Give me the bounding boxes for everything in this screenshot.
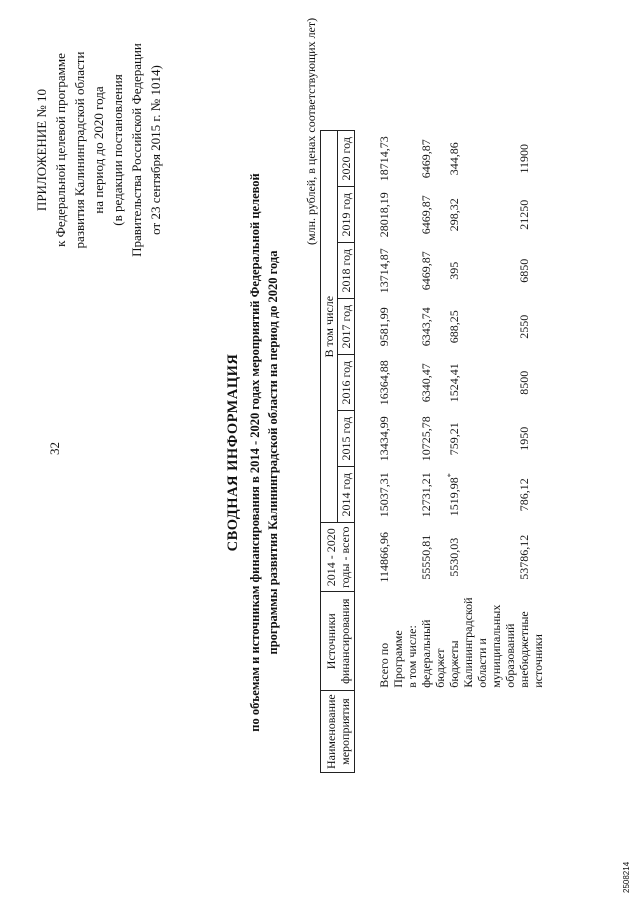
units-note: (млн. рублей, в ценах соответствующих лет): [304, 17, 318, 245]
cell-value: 12731,21: [419, 472, 433, 518]
cell-value: 9581,99: [377, 307, 391, 347]
cell-value: 28018,19: [377, 192, 391, 238]
cell-value: 344,86: [447, 142, 461, 176]
cell-value: 759,21: [447, 422, 461, 456]
table-row-extrabudgetary: [517, 131, 545, 773]
cell-value: 2550: [517, 314, 531, 339]
table-row-total: [377, 131, 405, 773]
document-title: [225, 0, 282, 905]
footnote-mark: *: [446, 473, 455, 478]
cell-value: 6340,47: [419, 363, 433, 403]
table-row-regional: [447, 131, 517, 773]
table-row-including: [405, 131, 419, 773]
cell-value: 6469,87: [419, 139, 433, 179]
funding-table: [320, 130, 545, 773]
header-year: 2015 год: [338, 411, 355, 467]
cell-value: 11900: [517, 143, 531, 174]
row-source: бюджеты Калининградской области и муниципальных образований: [447, 597, 517, 688]
cell-value: 6343,74: [419, 307, 433, 347]
appendix-line: на период до 2020 года: [91, 86, 106, 214]
cell-value: 13714,87: [377, 248, 391, 294]
cell-value: 6469,87: [419, 195, 433, 235]
row-source: внебюджетные источники: [517, 611, 545, 688]
appendix-line: Правительства Российской Федерации: [129, 43, 144, 257]
cell-value: 21250: [517, 199, 531, 230]
header-name: Наименование мероприятия: [321, 691, 355, 773]
cell-value: 786,12: [517, 478, 531, 512]
header-year: 2017 год: [338, 299, 355, 355]
header-year: 2014 год: [338, 467, 355, 523]
appendix-line: к Федеральной целевой программе: [53, 53, 68, 247]
cell-value: 6469,87: [419, 251, 433, 291]
row-total-value: 53786,12: [517, 534, 531, 580]
header-source: Источники финансирования: [321, 592, 355, 691]
cell-value: 1950: [517, 426, 531, 451]
appendix-line: (в редакции постановления: [110, 74, 125, 226]
cell-value: [447, 467, 517, 523]
cell-value: 13434,99: [377, 416, 391, 462]
header-including: В том числе: [321, 131, 338, 523]
row-total-value: 114866,96: [377, 531, 391, 583]
cell-value: 395: [447, 261, 461, 280]
page-number: 32: [47, 442, 62, 455]
cell-value: 8500: [517, 370, 531, 395]
appendix-title: ПРИЛОЖЕНИЕ № 10: [34, 88, 49, 212]
document-stamp: 2508214: [622, 861, 631, 893]
row-source: федеральный бюджет: [419, 619, 447, 688]
header-year: 2018 год: [338, 243, 355, 299]
row-including-label: в том числе:: [405, 625, 419, 688]
cell-value: 18714,73: [377, 136, 391, 182]
row-total-value: 5530,03: [447, 537, 461, 577]
cell-value: 298,32: [447, 198, 461, 232]
title-sub-line-1: по объемам и источникам финансирования в 2014 - 2020 годах мероприятий Федеральной целевой: [248, 173, 262, 732]
header-total: 2014 - 2020 годы - всего: [321, 523, 355, 592]
cell-value: 688,25: [447, 310, 461, 344]
appendix-line: развития Калининградской области: [72, 51, 87, 249]
header-year: 2020 год: [338, 131, 355, 187]
header-year: 2016 год: [338, 355, 355, 411]
row-total-value: 55550,81: [419, 534, 433, 580]
cell-value: 10725,78: [419, 416, 433, 462]
cell-value: 1524,41: [447, 363, 461, 403]
cell-value-2014: 1519,98: [447, 477, 461, 517]
cell-value: 6850: [517, 258, 531, 283]
appendix-line: от 23 сентября 2015 г. № 1014): [148, 65, 163, 235]
header-year: 2019 год: [338, 187, 355, 243]
cell-value: 16364,88: [377, 360, 391, 406]
appendix-block: [32, 10, 165, 290]
table-row-federal: [419, 131, 447, 773]
title-main: СВОДНАЯ ИНФОРМАЦИЯ: [225, 353, 241, 552]
cell-value: 15037,31: [377, 472, 391, 518]
title-sub-line-2: программы развития Калининградской области на период до 2020 года: [266, 250, 280, 655]
row-source: Всего по Программе: [377, 630, 405, 688]
